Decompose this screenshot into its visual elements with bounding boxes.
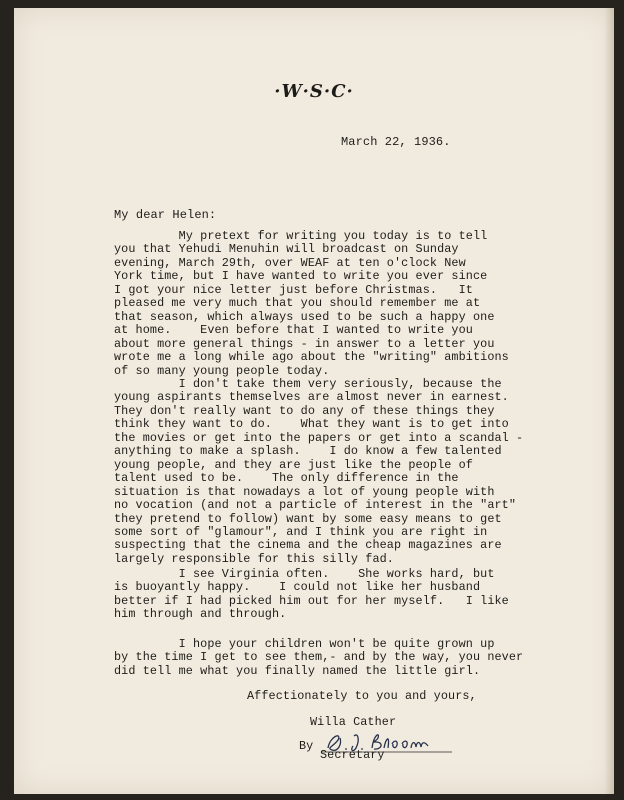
body-text-line: the movies or get into the papers or get into a scandal - bbox=[114, 430, 524, 445]
author-name: Willa Cather bbox=[310, 715, 397, 729]
body-text-line: did tell me what you finally named the little girl. bbox=[114, 663, 481, 678]
body-text-line: they pretend to follow) want by some easy means to get bbox=[114, 511, 502, 526]
body-text-line: some sort of "glamour", and I think you are right in bbox=[114, 524, 488, 539]
body-text-line: about more general things - in answer to a letter you bbox=[114, 336, 495, 351]
body-text-line: better if I had picked him out for her myself. I like bbox=[114, 593, 509, 608]
body-text-line: wrote me a long while ago about the "writing" ambitions bbox=[114, 350, 509, 365]
body-text-line: young people, and they are just like the people of bbox=[114, 457, 473, 472]
body-text-line: anything to make a splash. I do know a few talented bbox=[114, 444, 502, 459]
closing-line: Affectionately to you and yours, bbox=[247, 689, 477, 703]
body-text-line: largely responsible for this silly fad. bbox=[114, 551, 394, 566]
body-text-line: no vocation (and not a particle of interest in the "art" bbox=[114, 498, 517, 513]
letterhead-monogram: ·W·S·C· bbox=[274, 81, 354, 102]
salutation: My dear Helen: bbox=[114, 208, 217, 222]
body-text-line: him through and through. bbox=[114, 607, 287, 622]
secretary-title: Secretary bbox=[320, 748, 385, 762]
body-text-line: situation is that nowadays a lot of young people with bbox=[114, 484, 495, 499]
body-text-line: My pretext for writing you today is to tell bbox=[114, 229, 488, 243]
body-text-line: I see Virginia often. She works hard, but bbox=[114, 567, 495, 581]
body-text-line: of so many young people today. bbox=[114, 363, 330, 378]
body-text-line: think they want to do. What they want is to get into bbox=[114, 417, 509, 432]
body-text-line: at home. Even before that I wanted to write you bbox=[114, 323, 473, 338]
letter-date: March 22, 1936. bbox=[341, 135, 451, 149]
body-text-line: I don't take them very seriously, because the bbox=[114, 377, 502, 391]
body-text-line: I got your nice letter just before Christmas. It bbox=[114, 282, 473, 297]
body-text-line: you that Yehudi Menuhin will broadcast on Sunday bbox=[114, 242, 459, 257]
body-text-line: suspecting that the cinema and the cheap magazines are bbox=[114, 538, 502, 553]
body-text-line: I hope your children won't be quite grown up bbox=[114, 637, 495, 651]
body-text-line: They don't really want to do any of these things they bbox=[114, 403, 495, 418]
body-text-line: York time, but I have wanted to write you ever since bbox=[114, 269, 488, 284]
body-text-line: young aspirants themselves are almost never in earnest. bbox=[114, 390, 509, 405]
body-text-line: by the time I get to see them,- and by the way, you never bbox=[114, 650, 524, 665]
body-text-line: evening, March 29th, over WEAF at ten o'clock New bbox=[114, 255, 466, 270]
body-text-line: is buoyantly happy. I could not like her husband bbox=[114, 580, 481, 595]
by-label: By bbox=[299, 739, 314, 753]
letter-page bbox=[14, 8, 614, 794]
body-text-line: pleased me very much that you should remember me at bbox=[114, 296, 481, 311]
body-text-line: talent used to be. The only difference in the bbox=[114, 471, 459, 486]
body-text-line: that season, which always used to be such a happy one bbox=[114, 309, 495, 324]
